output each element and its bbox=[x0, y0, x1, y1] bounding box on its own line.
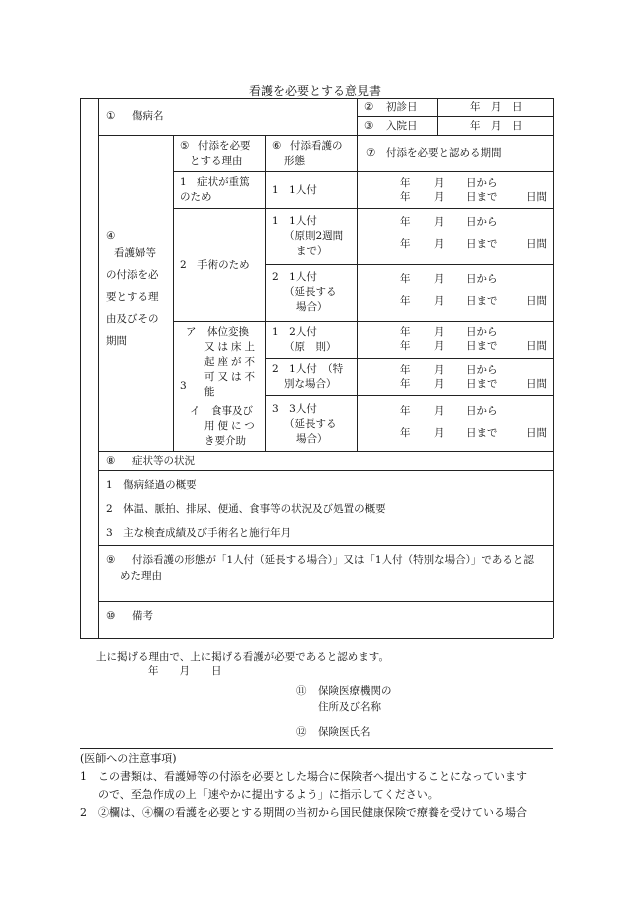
certification-date: 年 月 日 bbox=[148, 665, 222, 677]
period-m: 月 bbox=[434, 427, 445, 439]
table-border bbox=[80, 98, 553, 99]
period-days: 日間 bbox=[526, 378, 547, 390]
period-m: 月 bbox=[434, 378, 445, 390]
hospital-label-line: 保険医療機関の bbox=[318, 685, 392, 697]
table-border bbox=[173, 171, 553, 172]
field-num: ① bbox=[106, 110, 116, 122]
form-option: （原 則） bbox=[284, 341, 337, 353]
period-m: 月 bbox=[434, 216, 445, 228]
table-border bbox=[173, 135, 174, 451]
period-y: 年 bbox=[400, 216, 411, 228]
period-from: 日から bbox=[466, 326, 498, 338]
period-y: 年 bbox=[400, 405, 411, 417]
table-border bbox=[173, 208, 553, 209]
table-border bbox=[265, 135, 266, 451]
table-border bbox=[357, 98, 358, 451]
table-border bbox=[98, 451, 553, 452]
reason-line: 能 bbox=[204, 386, 215, 398]
period-m: 月 bbox=[434, 295, 445, 307]
admission-label: 入院日 bbox=[386, 120, 418, 132]
period-m: 月 bbox=[434, 405, 445, 417]
period-days: 日間 bbox=[526, 295, 547, 307]
reason-line: のため bbox=[180, 191, 212, 203]
doctor-name-label: 保険医氏名 bbox=[318, 726, 371, 738]
form-option: 場合） bbox=[296, 301, 328, 313]
form-header-line: 付添看護の bbox=[290, 140, 343, 152]
note-line: 2 ②欄は、④欄の看護を必要とする期間の当初から国民健康保険で療養を受けている場合 bbox=[80, 806, 527, 819]
period-m: 月 bbox=[434, 177, 445, 189]
period-to: 日まで bbox=[466, 191, 498, 203]
table-border bbox=[98, 470, 553, 471]
period-to: 日まで bbox=[466, 295, 498, 307]
form-option: 場合） bbox=[296, 433, 328, 445]
special-reason-line: 付添看護の形態が「1人付（延長する場合）」又は「1人付（特別な場合）」であると認 bbox=[132, 554, 534, 566]
table-border bbox=[357, 116, 553, 117]
reason-line: 用便につ bbox=[204, 420, 258, 432]
reason-line: 可又は不 bbox=[204, 371, 258, 383]
period-m: 月 bbox=[434, 340, 445, 352]
nursing-reason-label-line: 要とする理 bbox=[106, 291, 159, 303]
period-y: 年 bbox=[400, 364, 411, 376]
table-border bbox=[265, 395, 553, 396]
field-num: ③ bbox=[364, 120, 374, 132]
reason-line: 又は床上 bbox=[204, 341, 258, 353]
reason-line: 起座が不 bbox=[204, 356, 258, 368]
period-y: 年 bbox=[400, 238, 411, 250]
remarks-label: 備考 bbox=[132, 610, 153, 622]
period-days: 日間 bbox=[526, 427, 547, 439]
period-to: 日まで bbox=[466, 427, 498, 439]
nursing-reason-label-line: 由及びその bbox=[106, 313, 159, 325]
period-m: 月 bbox=[434, 364, 445, 376]
page-title: 看護を必要とする意見書 bbox=[248, 84, 381, 98]
period-days: 日間 bbox=[526, 238, 547, 250]
reason-header-line: 付添を必要 bbox=[198, 140, 251, 152]
nursing-reason-label-line: 看護婦等 bbox=[114, 247, 156, 259]
form-option: 1 1人付 bbox=[272, 215, 317, 227]
form-option: 1 2人付 bbox=[272, 326, 317, 338]
field-num: ⑤ bbox=[180, 140, 190, 152]
field-num: ⑩ bbox=[106, 610, 116, 622]
period-from: 日から bbox=[466, 216, 498, 228]
diagnosis-label: 傷病名 bbox=[132, 110, 164, 122]
reason-header-line: とする理由 bbox=[190, 155, 243, 167]
reason-line: き要介助 bbox=[204, 435, 246, 447]
nursing-reason-label-line: 期間 bbox=[106, 335, 127, 347]
table-border bbox=[553, 98, 554, 638]
first-visit-date: 年 月 日 bbox=[470, 101, 523, 113]
table-border bbox=[173, 321, 553, 322]
field-num: ⑥ bbox=[272, 140, 282, 152]
period-y: 年 bbox=[400, 427, 411, 439]
field-num: ⑨ bbox=[106, 554, 116, 566]
period-from: 日から bbox=[466, 405, 498, 417]
period-y: 年 bbox=[400, 340, 411, 352]
period-days: 日間 bbox=[526, 191, 547, 203]
field-num: ④ bbox=[106, 230, 116, 242]
period-from: 日から bbox=[466, 364, 498, 376]
period-to: 日まで bbox=[466, 238, 498, 250]
symptom-item: 2 体温、脈拍、排尿、便通、食事等の状況及び処置の概要 bbox=[106, 503, 386, 515]
form-option: 2 1人付 bbox=[272, 271, 317, 283]
period-y: 年 bbox=[400, 177, 411, 189]
period-y: 年 bbox=[400, 326, 411, 338]
special-reason-line: めた理由 bbox=[120, 570, 162, 582]
first-visit-label: 初診日 bbox=[386, 101, 418, 113]
period-to: 日まで bbox=[466, 340, 498, 352]
nursing-reason-label-line: の付添を必 bbox=[106, 269, 159, 281]
period-y: 年 bbox=[400, 295, 411, 307]
reason-line: ア 体位変換 bbox=[186, 326, 249, 338]
table-border bbox=[80, 748, 553, 749]
field-num: ⑫ bbox=[296, 726, 307, 738]
period-m: 月 bbox=[434, 326, 445, 338]
reason-line: 1 症状が重篤 bbox=[180, 176, 250, 188]
table-border bbox=[98, 545, 553, 546]
period-y: 年 bbox=[400, 191, 411, 203]
symptom-item: 3 主な検査成績及び手術名と施行年月 bbox=[106, 527, 292, 539]
symptom-item: 1 傷病経過の概要 bbox=[106, 479, 197, 491]
form-option: （延長する bbox=[284, 418, 337, 430]
field-num: ⑧ bbox=[106, 455, 116, 467]
notes-heading: (医師への注意事項) bbox=[80, 752, 177, 765]
table-border bbox=[265, 358, 553, 359]
reason-line: 2 手術のため bbox=[180, 259, 250, 271]
table-border bbox=[265, 264, 553, 265]
period-header: 付添を必要と認める期間 bbox=[386, 147, 502, 159]
form-option: 3 3人付 bbox=[272, 403, 317, 415]
period-to: 日まで bbox=[466, 378, 498, 390]
form-option: （延長する bbox=[284, 286, 337, 298]
table-border bbox=[80, 98, 81, 638]
form-header-line: 形態 bbox=[284, 155, 305, 167]
table-border bbox=[98, 98, 99, 638]
period-y: 年 bbox=[400, 273, 411, 285]
note-line: ので、至急作成の上「速やかに提出するよう」に指示してください。 bbox=[98, 788, 439, 801]
form-option: （原則2週間 bbox=[284, 230, 344, 242]
symptom-status-label: 症状等の状況 bbox=[132, 455, 195, 467]
period-from: 日から bbox=[466, 273, 498, 285]
period-m: 月 bbox=[434, 191, 445, 203]
period-m: 月 bbox=[434, 238, 445, 250]
field-num: ⑪ bbox=[296, 685, 307, 697]
field-num: ② bbox=[364, 101, 374, 113]
form-option: まで） bbox=[296, 245, 328, 257]
note-line: 1 この書類は、看護婦等の付添を必要とした場合に保険者へ提出することになっています bbox=[80, 770, 527, 783]
period-y: 年 bbox=[400, 378, 411, 390]
table-border bbox=[98, 135, 553, 136]
admission-date: 年 月 日 bbox=[470, 120, 523, 132]
table-border bbox=[80, 638, 553, 639]
reason-line: イ 食事及び bbox=[190, 405, 253, 417]
hospital-label-line: 住所及び名称 bbox=[318, 701, 381, 713]
certification-text: 上に掲げる理由で、上に掲げる看護が必要であると認めます。 bbox=[96, 651, 389, 663]
period-from: 日から bbox=[466, 177, 498, 189]
period-days: 日間 bbox=[526, 340, 547, 352]
form-option: 1 1人付 bbox=[272, 184, 317, 196]
form-option: 別な場合） bbox=[284, 378, 337, 390]
table-border bbox=[98, 601, 553, 602]
reason-num: 3 bbox=[180, 380, 187, 392]
form-option: 2 1人付 （特 bbox=[272, 363, 344, 375]
field-num: ⑦ bbox=[366, 147, 376, 159]
period-m: 月 bbox=[434, 273, 445, 285]
